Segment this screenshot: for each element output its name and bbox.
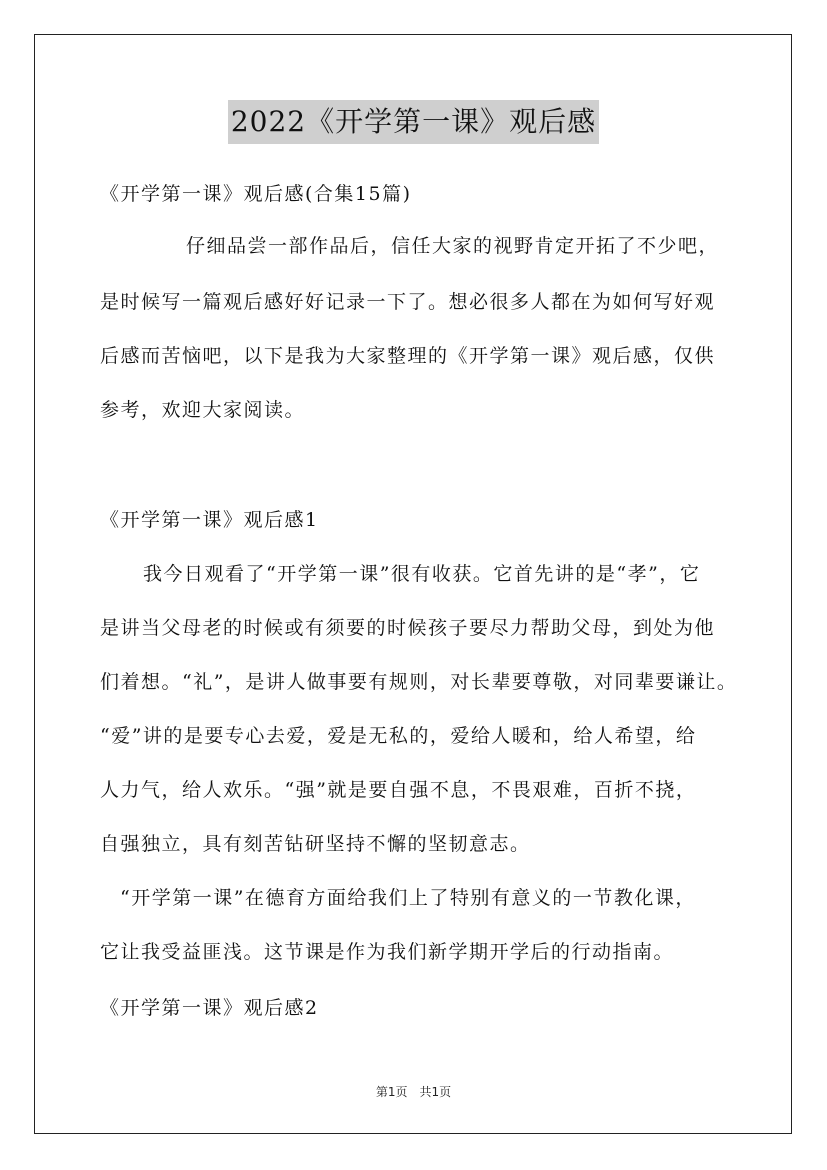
body-line: 人力气，给人欢乐。“强”就是要自强不息，不畏艰难，百折不挠， xyxy=(100,779,697,801)
body-line: 它让我受益匪浅。这节课是作为我们新学期开学后的行动指南。 xyxy=(100,941,675,963)
intro-line: 仔细品尝一部作品后，信任大家的视野肯定开拓了不少吧， xyxy=(186,235,720,257)
page-footer: 第1页 共1页 xyxy=(375,1085,452,1099)
intro-line: 是时候写一篇观后感好好记录一下了。想必很多人都在为如何写好观 xyxy=(100,291,716,313)
body-line: “开学第一课”在德育方面给我们上了特别有意义的一节教化课， xyxy=(120,887,696,909)
intro-line: 参考，欢迎大家阅读。 xyxy=(100,399,306,421)
body-line: 是讲当父母老的时候或有须要的时候孩子要尽力帮助父母，到处为他 xyxy=(100,617,716,639)
document-title: 2022《开学第一课》观后感 xyxy=(228,100,599,144)
body-line: 自强独立，具有刻苦钻研坚持不懈的坚韧意志。 xyxy=(100,833,531,855)
title-container xyxy=(0,100,827,144)
section-heading: 《开学第一课》观后感2 xyxy=(100,997,319,1019)
body-line: “爱”讲的是要专心去爱，爱是无私的，爱给人暖和，给人希望，给 xyxy=(100,725,697,747)
section-heading: 《开学第一课》观后感1 xyxy=(100,509,319,531)
document-subtitle: 《开学第一课》观后感(合集15篇) xyxy=(100,183,412,205)
body-line: 们着想。“礼”，是讲人做事要有规则，对长辈要尊敬，对同辈要谦让。 xyxy=(100,671,738,693)
body-line: 我今日观看了“开学第一课”很有收获。它首先讲的是“孝”，它 xyxy=(143,563,701,585)
intro-line: 后感而苦恼吧，以下是我为大家整理的《开学第一课》观后感，仅供 xyxy=(100,345,716,367)
